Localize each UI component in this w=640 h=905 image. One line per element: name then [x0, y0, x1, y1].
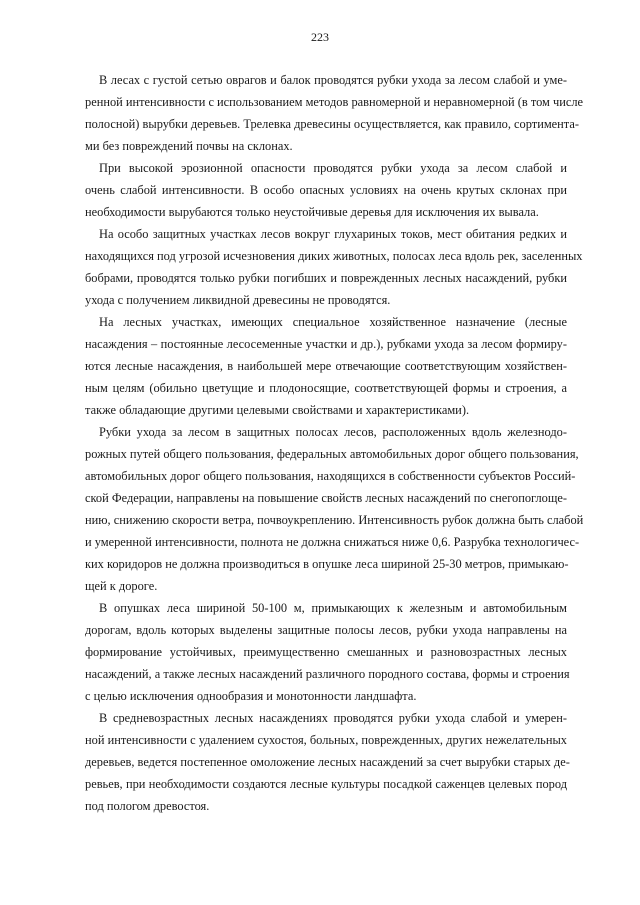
text-line: Рубки ухода за лесом в защитных полосах лесов, расположенных вдоль железнодо-	[99, 425, 567, 439]
text-line: ких коридоров не должна производиться в опушке леса шириной 25-30 метров, примыкаю-	[85, 557, 569, 571]
paragraph	[85, 69, 584, 157]
text-line: с целью исключения однообразия и монотонности ландшафта.	[85, 689, 417, 703]
text-line: необходимости вырубаются только неустойчивые деревья для исключения их вывала.	[85, 205, 539, 219]
text-line: ухода с получением ликвидной древесины не проводятся.	[85, 293, 391, 307]
text-line: насаждений, а также лесных насаждений различного породного состава, формы и строения	[85, 667, 570, 681]
paragraph	[85, 421, 584, 597]
text-line: ным целям (обильно цветущие и плодоносящие, соответствующей формы и строения, а	[85, 381, 567, 395]
text-line: находящихся под угрозой исчезновения диких животных, полосах леса вдоль рек, заселенных	[85, 249, 583, 263]
paragraph	[85, 157, 567, 223]
text-line: формирование устойчивых, преимущественно смешанных и разновозрастных лесных	[85, 645, 567, 659]
text-line: очень слабой интенсивности. В особо опасных условиях на очень крутых склонах при	[85, 183, 567, 197]
text-line: нию, снижению скорости ветра, почвоукреплению. Интенсивность рубок должна быть слабой	[85, 513, 584, 527]
text-line: деревьев, ведется постепенное омоложение лесных насаждений за счет вырубки старых де-	[85, 755, 570, 769]
text-line: полосной) вырубки деревьев. Трелевка древесины осуществляется, как правило, сортимента-	[85, 117, 579, 131]
text-line: ренной интенсивности с использованием методов равномерной и неравномерной (в том числе	[85, 95, 584, 109]
text-line: насаждения – постоянные лесосеменные участки и др.), рубками ухода за лесом формиру-	[85, 337, 567, 351]
text-line: автомобильных дорог общего пользования, находящихся в собственности субъектов Россий-	[85, 469, 576, 483]
text-line: щей к дороге.	[85, 579, 158, 593]
text-line: ной интенсивности с удалением сухостоя, больных, поврежденных, других нежелательных	[85, 733, 567, 747]
body-text	[85, 69, 584, 817]
text-line: и умеренной интенсивности, полнота не должна снижаться ниже 0,6. Разрубка технологичес-	[85, 535, 580, 549]
text-line: ются лесные насаждения, в наибольшей мере отвечающие соответствующим хозяйствен-	[85, 359, 567, 373]
text-line: В опушках леса шириной 50-100 м, примыкающих к железным и автомобильным	[99, 601, 567, 615]
text-line: В лесах с густой сетью оврагов и балок проводятся рубки ухода за лесом слабой и уме-	[99, 73, 567, 87]
text-line: дорогам, вдоль которых выделены защитные полосы лесов, рубки ухода направлены на	[85, 623, 567, 637]
text-line: рожных путей общего пользования, федеральных автомобильных дорог общего пользования,	[85, 447, 579, 461]
text-line: ревьев, при необходимости создаются лесные культуры посадкой саженцев целевых пород	[85, 777, 567, 791]
paragraph	[85, 597, 570, 707]
paragraph	[85, 707, 570, 817]
text-line: При высокой эрозионной опасности проводятся рубки ухода за лесом слабой и	[99, 161, 567, 175]
text-line: На лесных участках, имеющих специальное хозяйственное назначение (лесные	[99, 315, 567, 329]
text-line: бобрами, проводятся только рубки погибших и поврежденных лесных насаждений, рубки	[85, 271, 567, 285]
text-line: также обладающие другими целевыми свойствами и характеристиками).	[85, 403, 470, 417]
paragraph	[85, 223, 583, 311]
text-line: На особо защитных участках лесов вокруг глухариных токов, мест обитания редких и	[99, 227, 567, 241]
text-line: ской Федерации, направлены на повышение свойств лесных насаждений по снегопоглоще-	[85, 491, 568, 505]
page-number: 223	[311, 30, 329, 44]
paragraph	[85, 311, 567, 421]
text-line: под пологом древостоя.	[85, 799, 210, 813]
text-line: ми без повреждений почвы на склонах.	[85, 139, 293, 153]
text-line: В средневозрастных лесных насаждениях проводятся рубки ухода слабой и умерен-	[99, 711, 567, 725]
